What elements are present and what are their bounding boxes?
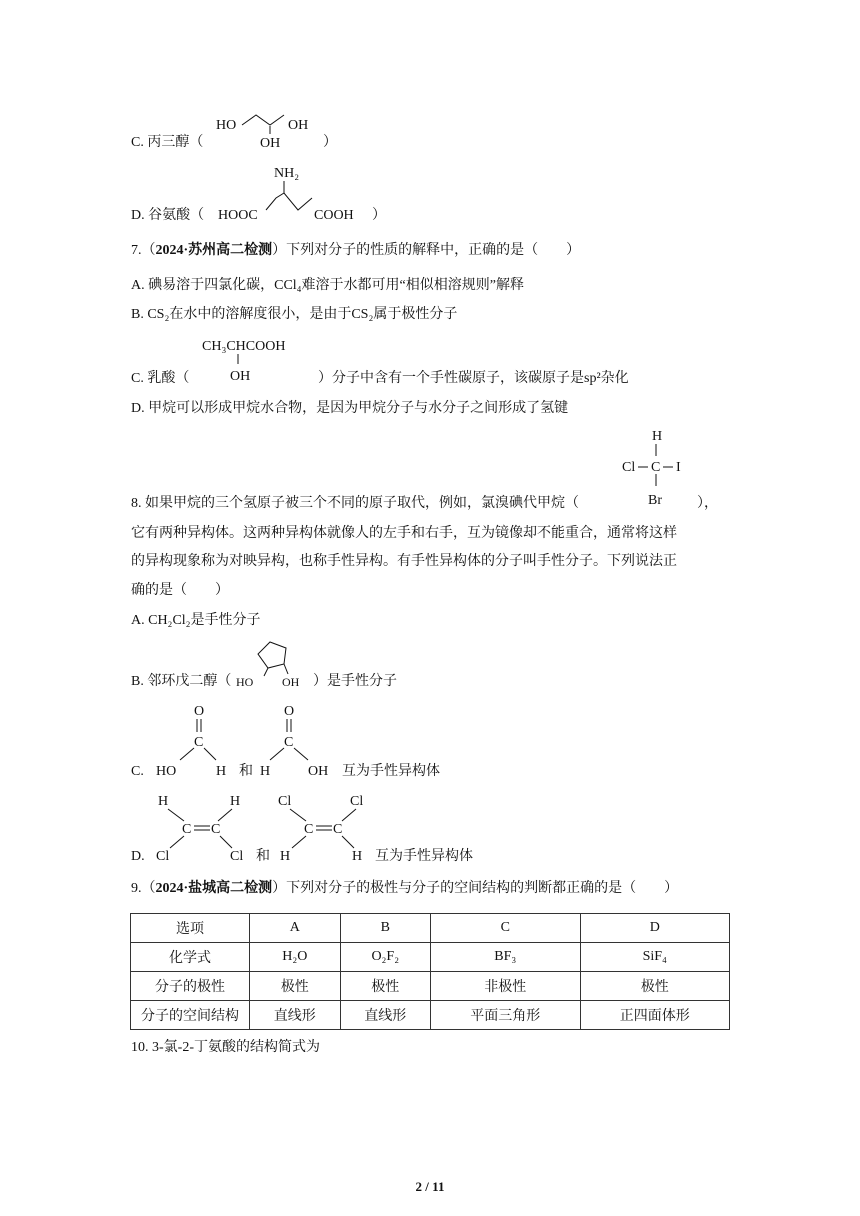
- q10-stem: 10. 3-氯-2-丁氨酸的结构简式为: [131, 1040, 320, 1055]
- table-cell: 极性: [340, 972, 431, 1001]
- formic-acid-structure-1: [154, 700, 234, 780]
- table-cell: BF₃: [431, 943, 580, 972]
- svg-text:Cl: Cl: [230, 849, 244, 864]
- table-header-cell: 选项: [131, 914, 250, 943]
- table-cell: H₂O: [250, 943, 341, 972]
- svg-text:H: H: [652, 429, 663, 444]
- svg-text:CH₃CHCOOH: CH₃CHCOOH: [202, 339, 286, 354]
- table-row: [131, 972, 730, 1001]
- svg-text:I: I: [676, 460, 681, 475]
- svg-text:OH: OH: [308, 764, 329, 779]
- table-cell: 正四面体形: [580, 1001, 730, 1030]
- table-row: [131, 943, 730, 972]
- table-cell: 化学式: [131, 943, 250, 972]
- svg-text:OH: OH: [282, 675, 300, 689]
- q6-option-c: C. 丙三醇（: [131, 135, 204, 150]
- q7-option-b: B. CS₂在水中的溶解度很小，是由于CS₂属于极性分子: [131, 307, 458, 322]
- q8-stem-line4: 确的是（ ）: [131, 583, 229, 598]
- svg-text:HO: HO: [236, 675, 254, 689]
- table-cell: 极性: [580, 972, 730, 1001]
- cyclopentanediol-structure: [234, 636, 324, 692]
- svg-text:O: O: [284, 704, 295, 719]
- table-cell: O₂F₂: [340, 943, 431, 972]
- svg-text:Cl: Cl: [156, 849, 170, 864]
- svg-text:OH: OH: [260, 136, 281, 151]
- table-header-cell: C: [431, 914, 580, 943]
- svg-text:HO: HO: [216, 118, 237, 133]
- table-row: [131, 1001, 730, 1030]
- dichloroethene-structure-1: [152, 788, 252, 864]
- svg-text:O: O: [194, 704, 205, 719]
- svg-text:HOOC: HOOC: [218, 208, 258, 223]
- table-cell: 分子的极性: [131, 972, 250, 1001]
- glutamic-acid-structure: [216, 160, 376, 224]
- q7-option-c: C. 乳酸（: [131, 371, 190, 386]
- svg-text:COOH: COOH: [314, 208, 354, 223]
- svg-text:C: C: [651, 460, 661, 475]
- svg-text:C: C: [182, 822, 192, 837]
- svg-text:NH₂: NH₂: [274, 166, 300, 181]
- q7-source: 2024·苏州高二检测: [155, 243, 273, 258]
- q8-stem-line1: 8. 如果甲烷的三个氢原子被三个不同的原子取代，例如，氯溴碘代甲烷（: [131, 496, 579, 511]
- q9-stem: 9.（2024·盐城高二检测）下列对分子的极性与分子的空间结构的判断都正确的是（ ）: [131, 881, 679, 896]
- q9-source: 2024·盐城高二检测: [155, 881, 273, 896]
- q6-option-d: D. 谷氨酸（: [131, 208, 205, 223]
- svg-text:C: C: [333, 822, 343, 837]
- chlorobromoiodomethane-structure: [618, 424, 698, 510]
- svg-text:C: C: [304, 822, 314, 837]
- table-cell: 直线形: [340, 1001, 431, 1030]
- table-cell: SiF₄: [580, 943, 730, 972]
- q6-option-c-close: ）: [323, 135, 337, 150]
- q9-options-table: [130, 913, 730, 1030]
- q8-option-c-rest: 互为手性异构体: [342, 764, 440, 779]
- svg-text:C: C: [284, 735, 294, 750]
- table-header-cell: B: [340, 914, 431, 943]
- page-number: 2 / 11: [415, 1179, 445, 1194]
- table-cell: 分子的空间结构: [131, 1001, 250, 1030]
- glycerol-structure: [212, 108, 332, 153]
- q7-option-d: D. 甲烷可以形成甲烷水合物，是因为甲烷分子与水分子之间形成了氢键: [131, 401, 569, 416]
- q8-option-c-and: 和: [239, 764, 253, 779]
- q8-option-b-rest: ）是手性分子: [313, 674, 397, 689]
- q7-stem: 7.（2024·苏州高二检测）下列对分子的性质的解释中，正确的是（ ）: [131, 243, 581, 258]
- q6-option-d-close: ）: [372, 208, 386, 223]
- svg-text:OH: OH: [230, 369, 251, 384]
- svg-text:C: C: [211, 822, 221, 837]
- svg-text:H: H: [352, 849, 363, 864]
- q8-option-d-and: 和: [256, 849, 270, 864]
- q7-option-c-rest: ）分子中含有一个手性碳原子，该碳原子是sp²杂化: [318, 371, 629, 386]
- table-cell: 极性: [250, 972, 341, 1001]
- svg-text:OH: OH: [288, 118, 309, 133]
- svg-text:H: H: [230, 794, 241, 809]
- table-header-cell: A: [250, 914, 341, 943]
- q7-option-a: A. 碘易溶于四氯化碳，CCl₄难溶于水都可用“相似相溶规则”解释: [131, 278, 524, 293]
- q8-option-b: B. 邻环戊二醇（: [131, 674, 232, 689]
- q8-option-d-label: D.: [131, 849, 145, 864]
- q8-option-c-label: C.: [131, 764, 144, 779]
- svg-text:H: H: [280, 849, 291, 864]
- table-cell: 平面三角形: [431, 1001, 580, 1030]
- svg-text:Cl: Cl: [622, 460, 636, 475]
- q8-option-d-rest: 互为手性异构体: [375, 849, 473, 864]
- svg-text:H: H: [216, 764, 227, 779]
- svg-text:H: H: [158, 794, 169, 809]
- svg-text:H: H: [260, 764, 271, 779]
- table-header-cell: D: [580, 914, 730, 943]
- svg-text:Cl: Cl: [350, 794, 364, 809]
- svg-text:Br: Br: [648, 493, 662, 508]
- svg-text:C: C: [194, 735, 204, 750]
- dichloroethene-structure-2: [276, 788, 376, 864]
- lactic-acid-structure: [198, 334, 318, 386]
- table-header-row: [131, 914, 730, 943]
- formic-acid-structure-2: [256, 700, 346, 780]
- table-cell: 非极性: [431, 972, 580, 1001]
- table-cell: 直线形: [250, 1001, 341, 1030]
- q8-stem-line3: 的异构现象称为对映异构，也称手性异构。有手性异构体的分子叫手性分子。下列说法正: [131, 554, 677, 569]
- q8-option-a: A. CH₂Cl₂是手性分子: [131, 613, 261, 628]
- q8-stem-line1-end: ），: [697, 496, 718, 511]
- q8-stem-line2: 它有两种异构体。这两种异构体就像人的左手和右手，互为镜像却不能重合，通常将这样: [131, 526, 677, 541]
- svg-text:Cl: Cl: [278, 794, 292, 809]
- svg-text:HO: HO: [156, 764, 177, 779]
